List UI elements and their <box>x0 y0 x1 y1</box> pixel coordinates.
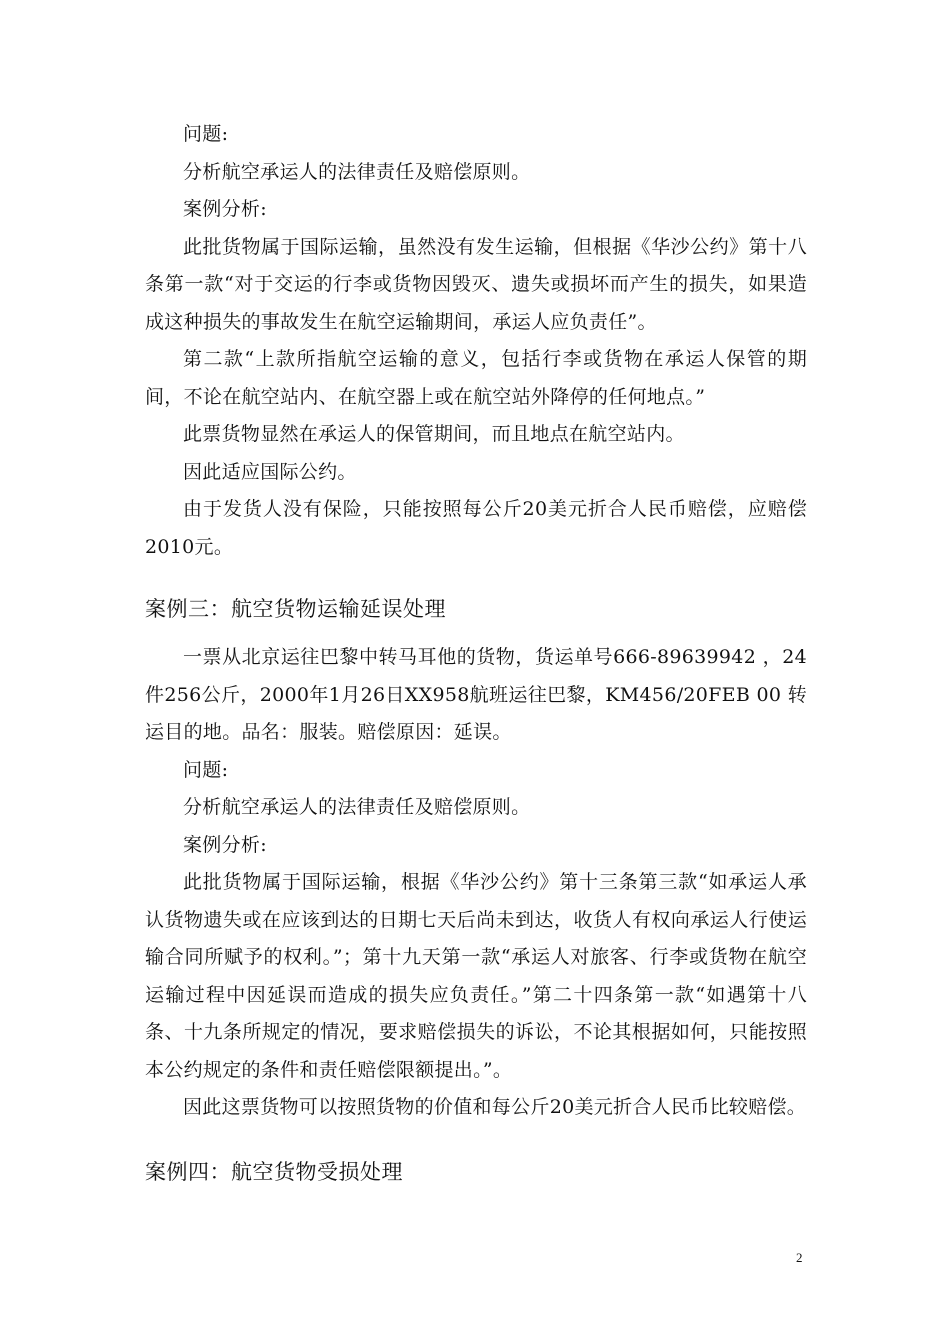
paragraph-compensation-1: 由于发货人没有保险，只能按照每公斤20美元折合人民币赔偿，应赔偿2010元。 <box>145 498 807 558</box>
spacer <box>145 624 807 639</box>
paragraph-analysis-label-2: 案例分析: <box>183 833 267 856</box>
paragraph-custody: 此票货物显然在承运人的保管期间，而且地点在航空站内。 <box>183 423 685 445</box>
spacer <box>145 566 807 594</box>
paragraph-clause-2: 第二款“上款所指航空运输的意义，包括行李或货物在承运人保管的期间，不论在航空站内、在航空器上或在航空站外降停的任何地点。” <box>145 348 807 408</box>
paragraph-analysis-label-1: 案例分析: <box>183 198 267 220</box>
heading-case-3: 案例三：航空货物运输延误处理 <box>145 597 446 621</box>
paragraph-question-text-2: 分析航空承运人的法律责任及赔偿原则。 <box>183 796 531 818</box>
paragraph-question-1: 问题: <box>183 123 229 145</box>
spacer <box>145 1127 807 1157</box>
paragraph-compensation-2: 因此这票货物可以按照货物的价值和每公斤20美元折合人民币比较赔偿。 <box>183 1096 807 1118</box>
paragraph-case3-description: 一票从北京运往巴黎中转马耳他的货物，货运单号666-89639942 ，24件256公斤，2000年1月26日XX958航班运往巴黎，KM456/20FEB 00 转运目的地。品名：服装。赔偿原因：延误。 <box>145 646 807 743</box>
page-content <box>145 116 807 1187</box>
paragraph-analysis-2: 此批货物属于国际运输，根据《华沙公约》第十三条第三款“如承运人承认货物遗失或在应该到达的日期七天后尚未到达，收货人有权向承运人行使运输合同所赋予的权利。”；第十九天第一款“承运人对旅客、行李或货物在航空运输过程中因延误而造成的损失应负责任。”第二十四条第一款“如遇第十八条、十九条所规定的情况，要求赔偿损失的诉讼，不论其根据如何，只能按照本公约规定的条件和责任赔偿限额提出。”。 <box>145 871 807 1081</box>
paragraph-convention: 因此适应国际公约。 <box>183 460 357 483</box>
paragraph-analysis-1: 此批货物属于国际运输，虽然没有发生运输，但根据《华沙公约》第十八条第一款“对于交运的行李或货物因毁灭、遗失或损坏而产生的损失，如果造成这种损失的事故发生在航空运输期间，承运人应负责任”。 <box>145 235 807 333</box>
paragraph-question-2: 问题: <box>183 758 229 781</box>
heading-case-4: 案例四：航空货物受损处理 <box>145 1159 403 1184</box>
page-number: 2 <box>796 1250 803 1265</box>
paragraph-question-text-1: 分析航空承运人的法律责任及赔偿原则。 <box>183 160 531 183</box>
